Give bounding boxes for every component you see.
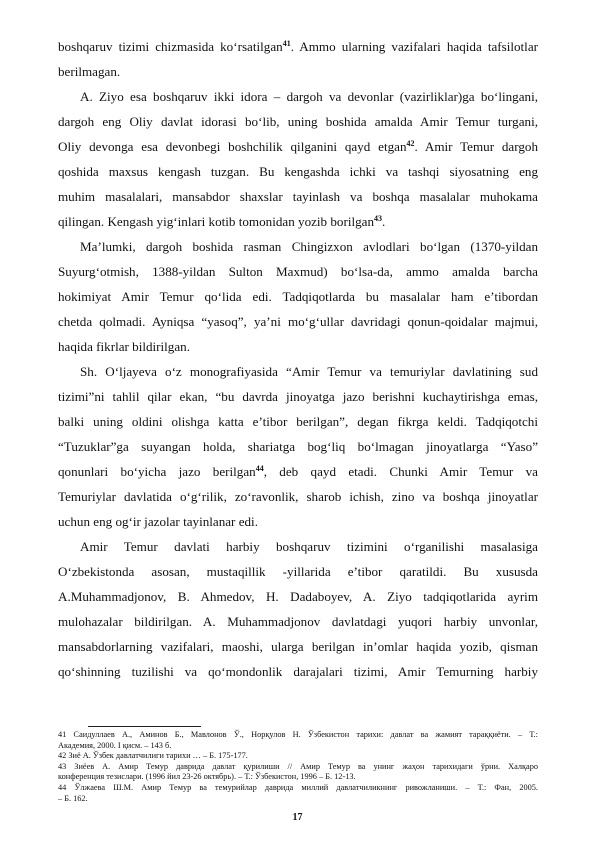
body-line: Amir Temur davlati harbiy boshqaruv tizimini o‘rganilishi masalasiga <box>80 539 538 554</box>
footnote-ref: 44 <box>255 464 264 473</box>
footnote-line: Академия, 2000. I қисм. – 143 б. <box>58 740 172 750</box>
body-line: boshqaruv tizimi chizmasida ko‘rsatilgan$^{41}$. Ammo ularning vazifalari haqida tafsilotlar <box>58 39 538 54</box>
body-line: dargoh eng Oliy davlat idorasi bo‘lib, uning boshida amalda Amir Temur turgani, <box>58 114 538 129</box>
footnote-line: – Б. 162. <box>58 793 88 803</box>
body-line: qilingan. Kengash yig‘inlari kotib tomonidan yozib borilgan$^{43}$. <box>58 214 386 229</box>
body-line: Oliy devonga esa devonbegi boshchilik qilganini qayd etgan$^{42}$. Amir Temur dargoh <box>58 139 538 154</box>
body-line: berilmagan. <box>58 64 121 79</box>
footnote-ref: 43 <box>374 214 383 223</box>
body-line: qoshida maxsus kengash tuzgan. Bu kengashda ichki va tashqi siyosatning eng <box>58 164 538 179</box>
footnote-separator <box>88 726 201 727</box>
body-line: chetda qolmadi. Ayniqsa “yasoq”, ya’ni mo‘g‘ullar davridagi qonun-qoidalar majmui, <box>58 314 538 329</box>
body-line: Sh. O‘ljayeva o‘z monografiyasida “Amir Temur va temuriylar davlatining sud <box>80 364 538 379</box>
body-line: Temuriylar davlatida o‘g‘rilik, zo‘ravonlik, sharob ichish, zino va boshqa jinoyatlar <box>58 489 538 504</box>
body-line: qo‘shinning tuzilishi va qo‘mondonlik darajalari tizimi, Amir Temurning harbiy <box>58 664 538 679</box>
footnote-line: конференция тезислари. (1996 йил 23-26 октябрь). – Т.: Ўзбекистон, 1996 – Б. 12-13. <box>58 772 356 782</box>
footnote-line: 41 Саидуллаев А., Аминов Б., Мавлонов Ў., Норқулов Н. Ўзбекистон тарихи: давлат ва жамият тараққиёти. – Т.: <box>58 730 538 739</box>
footnote-line: 44 Ўлжаева Ш.М. Амир Темур ва темурийлар даврида миллий давлатчиликнинг ривожланиши. – Т.: Фан, 2005. <box>58 783 538 792</box>
body-line: “Tuzuklar”ga suyangan holda, shariatga bog‘liq bo‘lmagan jinoyatlarga “Yaso” <box>58 439 538 454</box>
body-line: muhim masalalari, mansabdor shaxslar tayinlash va boshqa masalalar muhokama <box>58 189 538 204</box>
body-line: haqida fikrlar bildirilgan. <box>58 339 190 354</box>
body-line: mansabdorlarning vazifalari, maoshi, ularga berilgan in’omlar haqida yozib, qisman <box>58 639 538 654</box>
body-line: A.Muhammadjonov, B. Ahmedov, H. Dadaboyev, A. Ziyo tadqiqotlarida ayrim <box>58 589 538 604</box>
footnote-line: 43 Зиёев А. Амир Темур даврида давлат қурилиши // Амир Темур ва унинг жаҳон тарихидаги ўрни. Халқаро <box>58 761 538 771</box>
body-line: mulohazalar bildirilgan. A. Muhammadjonov davlatdagi yuqori harbiy unvonlar, <box>58 614 538 629</box>
body-line: Ma’lumki, dargoh boshida rasman Chingizxon avlodlari bo‘lgan (1370-yildan <box>80 239 538 254</box>
body-line: qonunlari bo‘yicha jazo berilgan$^{44}$, deb qayd etadi. Chunki Amir Temur va <box>58 464 538 479</box>
body-line: hokimiyat Amir Temur qo‘lida edi. Tadqiqotlarda bu masalalar ham e’tibordan <box>58 289 538 304</box>
body-line: O‘zbekistonda asosan, mustaqillik -yillarida e’tibor qaratildi. Bu xususda <box>58 564 538 579</box>
page-number: 17 <box>292 812 303 824</box>
body-line: balki uning oldini olishga katta e’tibor berilgan”, degan fikrga keldi. Tadqiqotchi <box>58 414 538 429</box>
body-line: uchun eng og‘ir jazolar tayinlanar edi. <box>58 514 258 529</box>
body-line: Suyurg‘otmish, 1388-yildan Sulton Maxmud) bo‘lsa-da, ammo amalda barcha <box>58 264 538 279</box>
footnote-ref: 42 <box>406 139 415 148</box>
body-line: tizimi”ni tahlil qilar ekan, “bu davrda jinoyatga jazo berishni kuchaytirishga emas, <box>58 389 538 404</box>
footnote-ref: 41 <box>282 39 291 48</box>
body-line: A. Ziyo esa boshqaruv ikki idora – dargoh va devonlar (vazirliklar)ga bo‘lingani, <box>80 89 538 104</box>
footnote-line: 42 Зиё А. Ўзбек давлатчилиги тарихи … – Б. 175-177. <box>58 751 248 761</box>
